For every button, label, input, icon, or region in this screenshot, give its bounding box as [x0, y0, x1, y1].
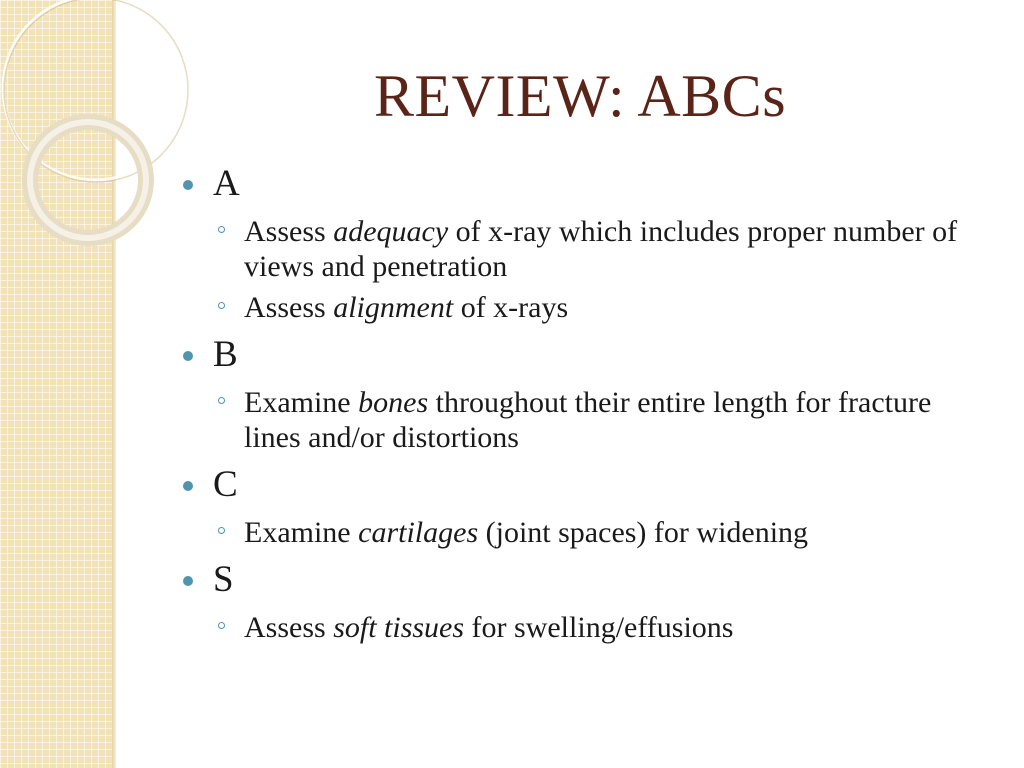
- sub-bullet-ring-icon: [218, 302, 225, 309]
- bullet-dot-icon: [183, 351, 193, 361]
- bullet-list: [182, 160, 982, 651]
- bullet-letter: S: [213, 559, 234, 600]
- sub-bullet-emphasis: adequacy: [333, 215, 449, 248]
- bullet-letter: C: [213, 464, 238, 505]
- sub-bullet: [182, 610, 982, 645]
- sub-bullet: [182, 385, 982, 455]
- sub-bullet-text-pre: Assess: [244, 611, 334, 644]
- sub-bullet-text-post: of x-rays: [453, 291, 569, 324]
- sub-bullet-emphasis: bones: [358, 386, 429, 419]
- sub-bullet-text-post: of x-ray which includes proper number of views and penetration: [244, 215, 958, 283]
- sub-bullet-emphasis: cartilages: [358, 516, 479, 549]
- bullet-letter: B: [213, 334, 238, 375]
- sub-bullet-text-post: throughout their entire length for fracture lines and/or distortions: [244, 386, 932, 454]
- sub-bullet-text-pre: Examine: [244, 386, 359, 419]
- sub-bullet-ring-icon: [218, 622, 225, 629]
- sub-bullet-ring-icon: [218, 397, 225, 404]
- sub-bullet-emphasis: alignment: [333, 291, 454, 324]
- bullet-dot-icon: [183, 481, 193, 491]
- decorative-rings: [0, 0, 180, 260]
- bullet-letter: A: [213, 163, 240, 204]
- bullet-c: [182, 461, 982, 509]
- sub-bullet-text-post: for swelling/effusions: [464, 611, 734, 644]
- sub-bullet-ring-icon: [218, 226, 225, 233]
- sub-bullet: [182, 515, 982, 550]
- bullet-s: [182, 556, 982, 604]
- sub-bullet-text-pre: Assess: [244, 215, 334, 248]
- sub-bullet: [182, 214, 982, 284]
- bullet-dot-icon: [183, 576, 193, 586]
- sub-bullet-ring-icon: [218, 527, 225, 534]
- sub-bullet-text-pre: Examine: [244, 516, 359, 549]
- bullet-dot-icon: [183, 180, 193, 190]
- sub-bullet-text-pre: Assess: [244, 291, 334, 324]
- bullet-b: [182, 331, 982, 379]
- sub-bullet-emphasis: soft tissues: [333, 611, 465, 644]
- bullet-a: [182, 160, 982, 208]
- sub-bullet: [182, 290, 982, 325]
- sub-bullet-text-post: (joint spaces) for widening: [478, 516, 809, 549]
- slide-title: REVIEW: ABCs: [373, 63, 787, 129]
